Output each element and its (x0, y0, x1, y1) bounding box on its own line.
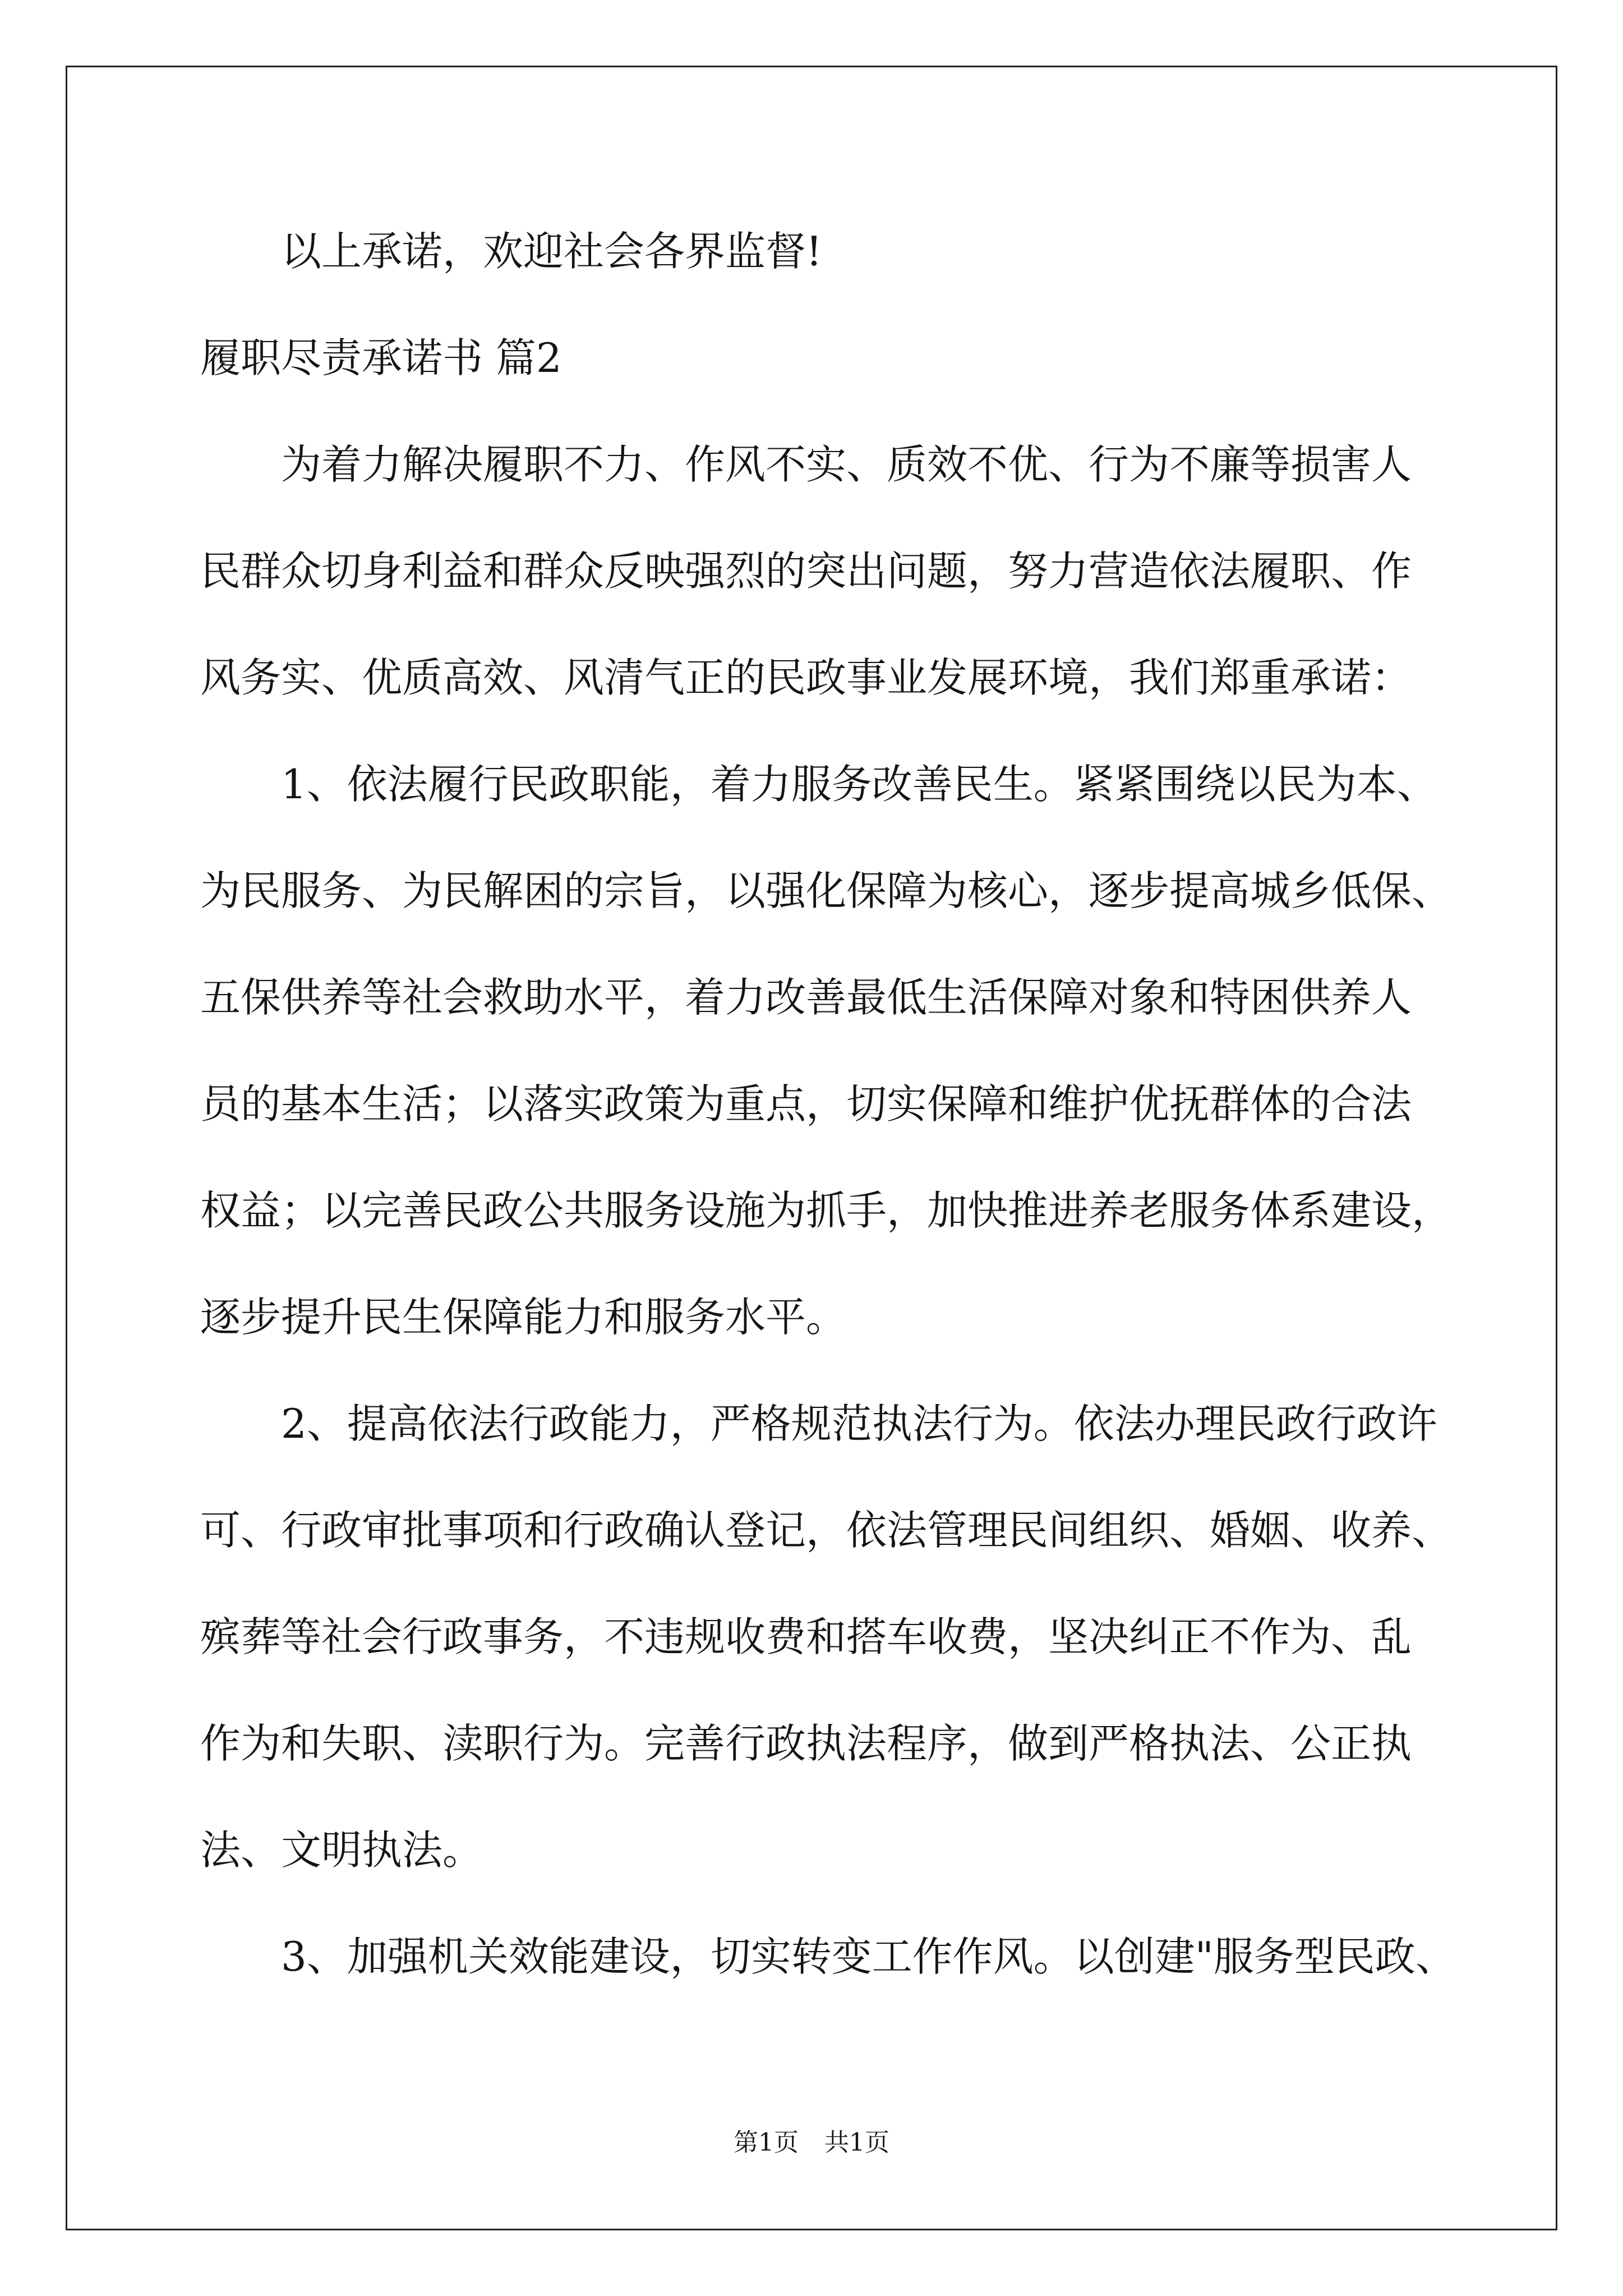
paragraph-line: 五保供养等社会救助水平，着力改善最低生活保障对象和特困供养人 (200, 974, 1412, 1021)
paragraph-line: 权益；以完善民政公共服务设施为抓手，加快推进养老服务体系建设， (200, 1187, 1453, 1234)
document-body (200, 198, 1535, 2010)
paragraph-item-3 (200, 1903, 1535, 2010)
paragraph-line: 风务实、优质高效、风清气正的民政事业发展环境，我们郑重承诺： (200, 654, 1412, 701)
page-number-current: 第1页 (734, 2128, 799, 2157)
paragraph-line: 民群众切身利益和群众反映强烈的突出问题，努力营造依法履职、作 (200, 547, 1412, 595)
paragraph-item-1 (200, 731, 1535, 1370)
paragraph-line: 逐步提升民生保障能力和服务水平。 (200, 1294, 847, 1341)
page-count-total: 共1页 (824, 2128, 889, 2157)
paragraph-line: 作为和失职、渎职行为。完善行政执法程序，做到严格执法、公正执 (200, 1720, 1412, 1767)
paragraph-line: 为民服务、为民解困的宗旨，以强化保障为核心，逐步提高城乡低保、 (200, 867, 1453, 914)
paragraph-intro (200, 411, 1535, 731)
section-title: 履职尽责承诺书 篇2 (200, 334, 562, 381)
paragraph-line: 可、行政审批事项和行政确认登记，依法管理民间组织、婚姻、收养、 (200, 1507, 1453, 1554)
page-footer (0, 2126, 1623, 2160)
closing-statement: 以上承诺，欢迎社会各界监督! (281, 228, 822, 275)
paragraph-line: 为着力解决履职不力、作风不实、质效不优、行为不廉等损害人 (281, 441, 1412, 488)
paragraph-item-2 (200, 1370, 1535, 1903)
paragraph-line: 法、文明执法。 (200, 1826, 483, 1874)
paragraph-line: 1、依法履行民政职能，着力服务改善民生。紧紧围绕以民为本、 (281, 761, 1437, 808)
paragraph-line: 3、加强机关效能建设，切实转变工作作风。以创建"服务型民政、 (281, 1933, 1456, 1980)
paragraph-line: 员的基本生活；以落实政策为重点，切实保障和维护优抚群体的合法 (200, 1080, 1412, 1128)
paragraph-line: 2、提高依法行政能力，严格规范执法行为。依法办理民政行政许 (281, 1400, 1437, 1447)
paragraph-line: 殡葬等社会行政事务，不违规收费和搭车收费，坚决纠正不作为、乱 (200, 1613, 1412, 1660)
